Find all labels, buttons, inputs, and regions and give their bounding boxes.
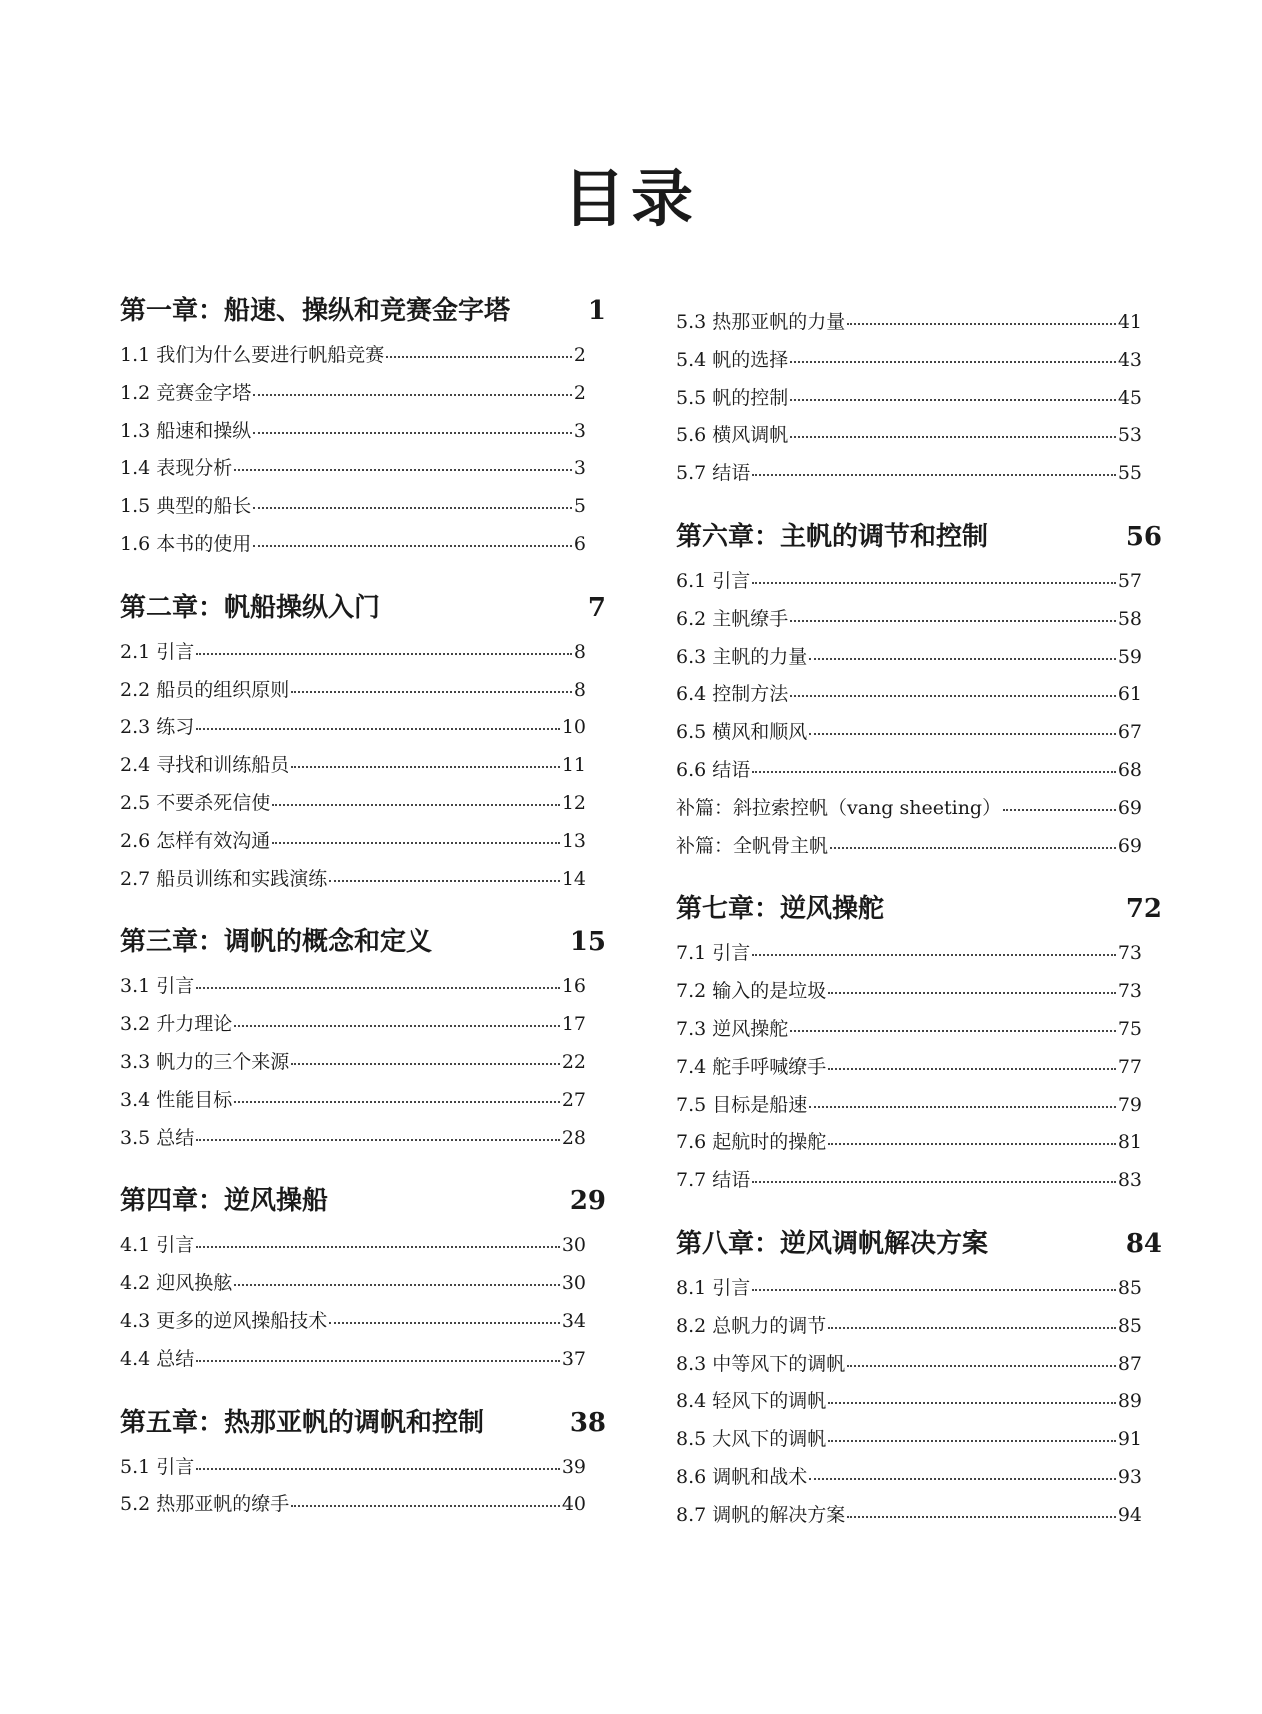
toc-entry[interactable] <box>676 715 1142 753</box>
entry-label: 7.2 输入的是垃圾 <box>676 980 827 1003</box>
entry-label: 6.5 横风和顺风 <box>676 721 808 744</box>
dot-leader <box>790 1030 1116 1032</box>
chapter-heading[interactable] <box>120 1407 612 1438</box>
entry-page-number: 6 <box>573 532 586 555</box>
toc-entry[interactable] <box>120 969 586 1007</box>
dot-leader <box>329 1322 560 1324</box>
entry-label: 2.2 船员的组织原则 <box>120 678 290 701</box>
toc-entry[interactable] <box>676 791 1142 829</box>
toc-entry[interactable] <box>120 451 586 489</box>
entry-page-number: 73 <box>1117 942 1142 965</box>
toc-entry[interactable] <box>676 343 1142 381</box>
toc-entry[interactable] <box>120 489 586 527</box>
entry-label: 1.1 我们为什么要进行帆船竞赛 <box>120 344 385 366</box>
dot-leader <box>253 545 572 547</box>
toc-entry[interactable] <box>676 381 1142 419</box>
chapter-heading[interactable] <box>676 1228 1168 1259</box>
chapter-page-number: 72 <box>1125 894 1162 925</box>
entry-label: 1.2 竞赛金字塔 <box>120 381 252 404</box>
entry-label: 5.1 引言 <box>120 1455 195 1478</box>
toc-entry[interactable] <box>120 635 586 673</box>
dot-leader <box>196 1360 560 1362</box>
entry-label: 8.1 引言 <box>676 1276 751 1299</box>
entry-label: 5.2 热那亚帆的缭手 <box>120 1493 290 1516</box>
entry-page-number: 40 <box>561 1493 586 1516</box>
toc-entry[interactable] <box>120 1487 586 1525</box>
chapter-page-number: 29 <box>569 1186 606 1217</box>
toc-entry[interactable] <box>120 1450 586 1488</box>
entry-label: 6.6 结语 <box>676 758 751 781</box>
dot-leader <box>234 1025 560 1027</box>
entry-label: 8.3 中等风下的调帆 <box>676 1352 846 1375</box>
toc-entry[interactable] <box>676 1012 1142 1050</box>
toc-entry[interactable] <box>676 829 1142 867</box>
toc-entry[interactable] <box>120 673 586 711</box>
toc-entry[interactable] <box>676 602 1142 640</box>
entry-page-number: 2 <box>573 381 586 404</box>
chapter-title: 第八章：逆风调帆解决方案 <box>676 1228 989 1259</box>
entry-label: 1.3 船速和操纵 <box>120 419 252 442</box>
entry-page-number: 2 <box>573 344 586 366</box>
dot-leader <box>790 695 1116 697</box>
chapter-title: 第七章：逆风操舵 <box>676 894 885 925</box>
dot-leader <box>196 987 560 989</box>
page-title: 目录 <box>562 162 699 235</box>
dot-leader <box>752 1289 1116 1291</box>
entry-page-number: 30 <box>561 1272 586 1295</box>
chapter-page-number: 84 <box>1125 1228 1162 1259</box>
entry-page-number: 43 <box>1117 348 1142 371</box>
entry-label: 6.3 主帆的力量 <box>676 645 808 668</box>
toc-entry[interactable] <box>676 1125 1142 1163</box>
chapter-heading[interactable] <box>120 927 612 958</box>
entry-label: 4.4 总结 <box>120 1347 195 1370</box>
dot-leader <box>196 728 560 730</box>
entry-label: 3.4 性能目标 <box>120 1088 233 1111</box>
entry-page-number: 22 <box>561 1050 586 1073</box>
toc-entry[interactable] <box>676 936 1142 974</box>
dot-leader <box>196 1468 560 1470</box>
entry-page-number: 16 <box>561 975 586 998</box>
entry-label: 1.6 本书的使用 <box>120 532 252 555</box>
entry-page-number: 55 <box>1117 462 1142 485</box>
entry-label: 6.1 引言 <box>676 569 751 592</box>
toc-chapter <box>120 298 612 565</box>
dot-leader <box>272 842 560 844</box>
toc-entry[interactable] <box>676 305 1142 343</box>
dot-leader <box>196 653 572 655</box>
toc-entry[interactable] <box>120 527 586 565</box>
chapter-title: 第三章：调帆的概念和定义 <box>120 927 433 958</box>
entry-page-number: 11 <box>561 754 586 777</box>
toc-entry[interactable] <box>676 456 1142 494</box>
dot-leader <box>828 1327 1116 1329</box>
entry-page-number: 13 <box>561 829 586 852</box>
toc-entry[interactable] <box>120 1304 586 1342</box>
toc-entry[interactable] <box>120 786 586 824</box>
toc-chapter <box>676 896 1168 1201</box>
chapter-heading[interactable] <box>676 521 1168 552</box>
entry-page-number: 94 <box>1117 1503 1142 1526</box>
entry-label: 8.6 调帆和战术 <box>676 1465 808 1488</box>
entry-page-number: 3 <box>573 457 586 480</box>
dot-leader <box>752 1181 1116 1183</box>
entry-label: 6.2 主帆缭手 <box>676 607 789 630</box>
toc-entry[interactable] <box>676 564 1142 602</box>
entry-page-number: 69 <box>1117 834 1142 857</box>
entry-label: 4.3 更多的逆风操船技术 <box>120 1309 328 1332</box>
entry-label: 8.4 轻风下的调帆 <box>676 1390 827 1413</box>
toc-entry[interactable] <box>676 1422 1142 1460</box>
toc-entry[interactable] <box>676 1347 1142 1385</box>
toc-entry[interactable] <box>120 1121 586 1159</box>
entry-label: 2.6 怎样有效沟通 <box>120 829 271 852</box>
chapter-heading[interactable] <box>120 298 612 324</box>
entry-page-number: 39 <box>561 1455 586 1478</box>
entry-page-number: 75 <box>1117 1017 1142 1040</box>
dot-leader <box>291 691 572 693</box>
entry-label: 2.1 引言 <box>120 640 195 663</box>
entry-page-number: 8 <box>573 678 586 701</box>
dot-leader <box>809 1106 1116 1108</box>
entry-label: 2.3 练习 <box>120 716 195 739</box>
dot-leader <box>272 804 560 806</box>
chapter-page-number: 15 <box>569 927 606 958</box>
entry-label: 7.3 逆风操舵 <box>676 1017 789 1040</box>
toc-chapter <box>120 1407 612 1526</box>
toc-entry[interactable] <box>676 753 1142 791</box>
entry-page-number: 3 <box>573 419 586 442</box>
entry-page-number: 91 <box>1117 1428 1142 1451</box>
toc-entry[interactable] <box>676 1088 1142 1126</box>
chapter-title: 第一章：船速、操纵和竞赛金字塔 <box>120 296 511 326</box>
entry-label: 5.6 横风调帆 <box>676 424 789 447</box>
entry-label: 3.1 引言 <box>120 975 195 998</box>
toc-entry[interactable] <box>676 1384 1142 1422</box>
dot-leader <box>329 880 560 882</box>
entry-label: 2.4 寻找和训练船员 <box>120 754 290 777</box>
toc-entry[interactable] <box>120 414 586 452</box>
entry-page-number: 68 <box>1117 758 1142 781</box>
chapter-page-number: 7 <box>587 592 606 623</box>
entry-label: 5.3 热那亚帆的力量 <box>676 311 846 333</box>
dot-leader <box>828 992 1116 994</box>
entry-label: 3.5 总结 <box>120 1126 195 1149</box>
entry-label: 2.5 不要杀死信使 <box>120 791 271 814</box>
entry-label: 8.2 总帆力的调节 <box>676 1314 827 1337</box>
entry-label: 7.5 目标是船速 <box>676 1093 808 1116</box>
dot-leader <box>790 436 1116 438</box>
toc-entry[interactable] <box>676 1309 1142 1347</box>
toc-entry[interactable] <box>120 1266 586 1304</box>
entry-page-number: 77 <box>1117 1055 1142 1078</box>
entry-label: 8.7 调帆的解决方案 <box>676 1503 846 1526</box>
entry-label: 5.7 结语 <box>676 462 751 485</box>
entry-label: 7.6 起航时的操舵 <box>676 1131 827 1154</box>
entry-label: 4.2 迎风换舷 <box>120 1272 233 1295</box>
dot-leader <box>828 1143 1116 1145</box>
toc-entry[interactable] <box>120 862 586 900</box>
entry-label: 3.2 升力理论 <box>120 1013 233 1036</box>
toc-entry[interactable] <box>120 1083 586 1121</box>
dot-leader <box>291 1063 560 1065</box>
entry-page-number: 41 <box>1117 311 1142 333</box>
toc-entry[interactable] <box>120 1007 586 1045</box>
dot-leader <box>847 1365 1116 1367</box>
chapter-heading[interactable] <box>676 894 1168 925</box>
entry-label: 7.1 引言 <box>676 942 751 965</box>
dot-leader <box>828 1068 1116 1070</box>
toc-entry[interactable] <box>120 748 586 786</box>
entry-label: 1.4 表现分析 <box>120 457 233 480</box>
entry-page-number: 85 <box>1117 1276 1142 1299</box>
entry-label: 2.7 船员训练和实践演练 <box>120 867 328 890</box>
toc-chapter <box>676 521 1168 866</box>
toc-left-column <box>120 298 612 1525</box>
entry-page-number: 73 <box>1117 980 1142 1003</box>
entry-label: 8.5 大风下的调帆 <box>676 1428 827 1451</box>
entry-page-number: 83 <box>1117 1169 1142 1192</box>
dot-leader <box>790 399 1116 401</box>
toc-chapter <box>676 305 1168 494</box>
entry-page-number: 27 <box>561 1088 586 1111</box>
entry-page-number: 89 <box>1117 1390 1142 1413</box>
dot-leader <box>752 771 1116 773</box>
chapter-title: 第二章：帆船操纵入门 <box>120 592 381 623</box>
dot-leader <box>847 323 1116 325</box>
chapter-title: 第五章：热那亚帆的调帆和控制 <box>120 1407 485 1438</box>
entry-label: 4.1 引言 <box>120 1234 195 1257</box>
entry-page-number: 30 <box>561 1234 586 1257</box>
entry-page-number: 10 <box>561 716 586 739</box>
dot-leader <box>386 356 572 358</box>
dot-leader <box>828 1440 1116 1442</box>
entry-label: 7.4 舵手呼喊缭手 <box>676 1055 827 1078</box>
entry-page-number: 17 <box>561 1013 586 1036</box>
entry-label: 3.3 帆力的三个来源 <box>120 1050 290 1073</box>
toc-entry[interactable] <box>676 1460 1142 1498</box>
dot-leader <box>752 582 1116 584</box>
dot-leader <box>234 469 572 471</box>
dot-leader <box>809 733 1116 735</box>
toc-entry[interactable] <box>676 974 1142 1012</box>
entry-page-number: 34 <box>561 1309 586 1332</box>
dot-leader <box>790 620 1116 622</box>
toc-entry[interactable] <box>120 376 586 414</box>
entry-page-number: 58 <box>1117 607 1142 630</box>
entry-page-number: 37 <box>561 1347 586 1370</box>
entry-label: 5.4 帆的选择 <box>676 348 789 371</box>
dot-leader <box>196 1139 560 1141</box>
toc-right-column <box>676 305 1168 1536</box>
dot-leader <box>291 1505 560 1507</box>
toc-entry[interactable] <box>120 1045 586 1083</box>
entry-page-number: 14 <box>561 867 586 890</box>
entry-label: 6.4 控制方法 <box>676 683 789 706</box>
toc-chapter <box>120 1188 612 1379</box>
entry-label: 5.5 帆的控制 <box>676 386 789 409</box>
dot-leader <box>809 1478 1116 1480</box>
toc-entry[interactable] <box>120 824 586 862</box>
dot-leader <box>253 432 572 434</box>
dot-leader <box>828 1402 1116 1404</box>
entry-page-number: 85 <box>1117 1314 1142 1337</box>
toc-chapter <box>120 592 612 900</box>
entry-page-number: 81 <box>1117 1131 1142 1154</box>
dot-leader <box>752 954 1116 956</box>
toc-entry[interactable] <box>676 1050 1142 1088</box>
entry-label: 补篇：全帆骨主帆 <box>676 834 829 857</box>
dot-leader <box>790 361 1116 363</box>
toc-entry[interactable] <box>676 677 1142 715</box>
entry-page-number: 87 <box>1117 1352 1142 1375</box>
toc-entry[interactable] <box>676 1271 1142 1309</box>
dot-leader <box>291 766 560 768</box>
dot-leader <box>253 507 572 509</box>
chapter-heading[interactable] <box>120 592 612 623</box>
chapter-page-number: 1 <box>587 296 606 326</box>
chapter-heading[interactable] <box>120 1186 612 1217</box>
toc-entry[interactable] <box>120 1342 586 1380</box>
entry-page-number: 28 <box>561 1126 586 1149</box>
dot-leader <box>234 1101 560 1103</box>
entry-page-number: 57 <box>1117 569 1142 592</box>
entry-page-number: 67 <box>1117 721 1142 744</box>
toc-entry[interactable] <box>676 1498 1142 1536</box>
toc-entry[interactable] <box>120 710 586 748</box>
toc-chapter <box>120 929 612 1158</box>
entry-label: 1.5 典型的船长 <box>120 495 252 518</box>
toc-entry[interactable] <box>676 640 1142 678</box>
dot-leader <box>1003 809 1116 811</box>
chapter-title: 第六章：主帆的调节和控制 <box>676 521 989 552</box>
chapter-page-number: 56 <box>1125 521 1162 552</box>
toc-entry[interactable] <box>676 1163 1142 1201</box>
entry-page-number: 69 <box>1117 796 1142 819</box>
entry-page-number: 53 <box>1117 424 1142 447</box>
entry-label: 7.7 结语 <box>676 1169 751 1192</box>
dot-leader <box>830 847 1116 849</box>
dot-leader <box>196 1246 560 1248</box>
entry-page-number: 59 <box>1117 645 1142 668</box>
entry-page-number: 79 <box>1117 1093 1142 1116</box>
entry-page-number: 93 <box>1117 1465 1142 1488</box>
entry-label: 补篇：斜拉索控帆（vang sheeting） <box>676 796 1002 819</box>
entry-page-number: 5 <box>573 495 586 518</box>
toc-entry[interactable] <box>120 338 586 376</box>
dot-leader <box>847 1516 1116 1518</box>
toc-entry[interactable] <box>120 1228 586 1266</box>
toc-entry[interactable] <box>676 418 1142 456</box>
toc-chapter <box>676 1228 1168 1536</box>
dot-leader <box>253 394 572 396</box>
dot-leader <box>809 658 1116 660</box>
entry-page-number: 8 <box>573 640 586 663</box>
chapter-page-number: 38 <box>569 1407 606 1438</box>
entry-page-number: 61 <box>1117 683 1142 706</box>
entry-page-number: 45 <box>1117 386 1142 409</box>
entry-page-number: 12 <box>561 791 586 814</box>
chapter-title: 第四章：逆风操船 <box>120 1186 329 1217</box>
dot-leader <box>234 1284 560 1286</box>
dot-leader <box>752 474 1116 476</box>
